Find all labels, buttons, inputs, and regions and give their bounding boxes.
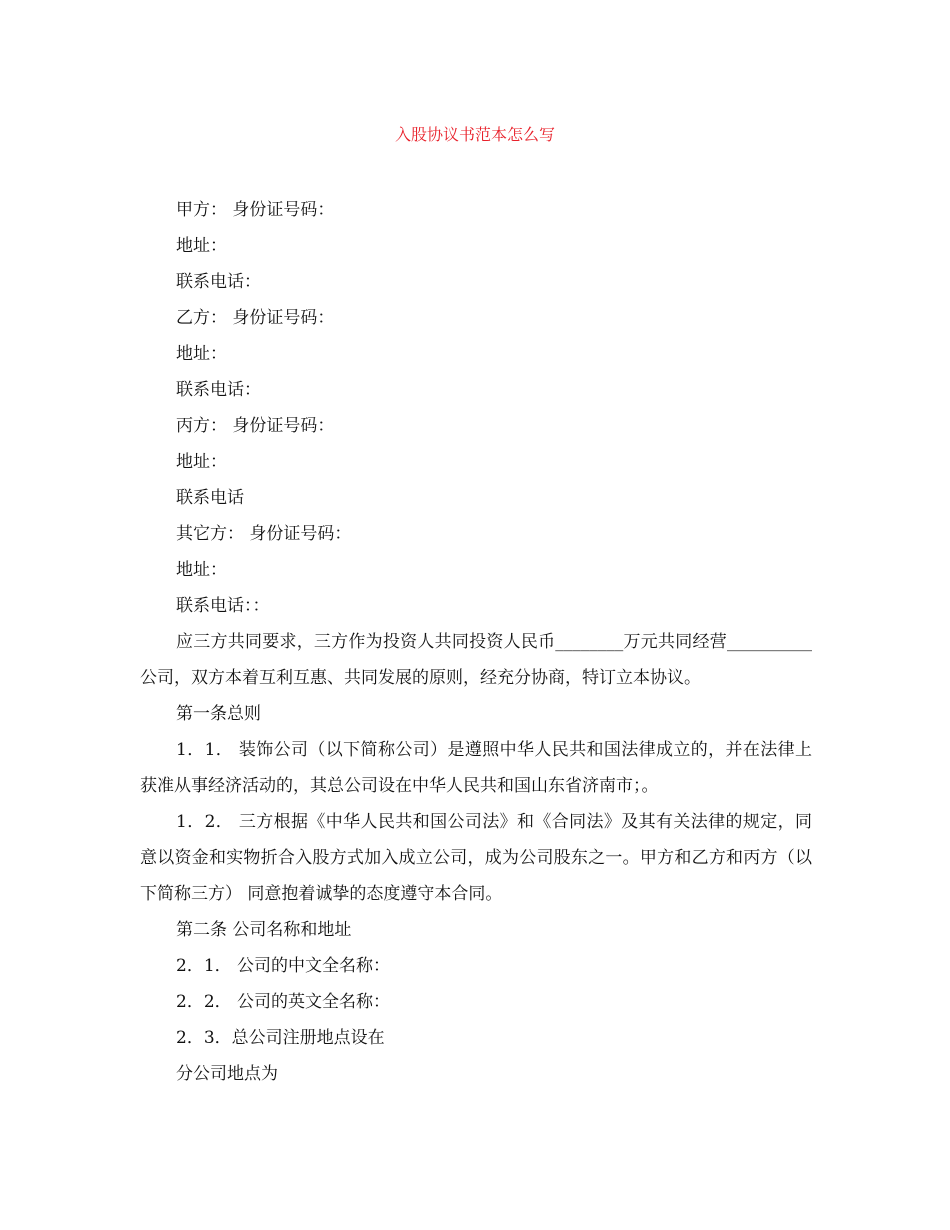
party-c-address-line: 地址： [176,452,227,472]
party-c-phone-line: 联系电话 [176,488,244,508]
intro-paragraph: 应三方共同要求，三方作为投资人共同投资人民币________万元共同经营__________公司，双方本着互利互惠、共同发展的原则，经充分协商，特订立本协议。 [140,632,812,688]
party-a-id-line: 甲方： 身份证号码： [176,200,335,220]
article-1-clause-2: 1．2． 三方根据《中华人民共和国公司法》和《合同法》及其有关法律的规定，同意以资金和实物折合入股方式加入成立公司，成为公司股东之一。甲方和乙方和丙方（以下简称三方） 同意抱着诚挚的态度遵守本合同。 [140,812,812,904]
article-2-clause-3: 2．3．总公司注册地点设在 [176,1028,385,1048]
party-b-address-line: 地址： [176,344,227,364]
document-title: 入股协议书范本怎么写 [394,125,555,144]
party-a-address-line: 地址： [176,236,227,256]
other-party-phone-line: 联系电话：： [176,596,270,616]
article-2-clause-1: 2．1． 公司的中文全名称： [176,956,391,976]
other-party-address-line: 地址： [176,560,227,580]
article-2-heading: 第二条 公司名称和地址 [176,920,352,940]
document-body [140,192,812,1092]
article-1-clause-1: 1．1． 装饰公司（以下简称公司）是遵照中华人民共和国法律成立的，并在法律上获准从事经济活动的，其总公司设在中华人民共和国山东省济南市；。 [140,740,812,796]
party-b-phone-line: 联系电话： [176,380,261,400]
party-a-phone-line: 联系电话： [176,272,261,292]
other-party-id-line: 其它方： 身份证号码： [176,524,352,544]
party-b-id-line: 乙方： 身份证号码： [176,308,335,328]
article-1-heading: 第一条总则 [176,704,261,724]
party-c-id-line: 丙方： 身份证号码： [176,416,335,436]
branch-office-line: 分公司地点为 [176,1064,278,1084]
article-2-clause-2: 2．2． 公司的英文全名称： [176,992,391,1012]
